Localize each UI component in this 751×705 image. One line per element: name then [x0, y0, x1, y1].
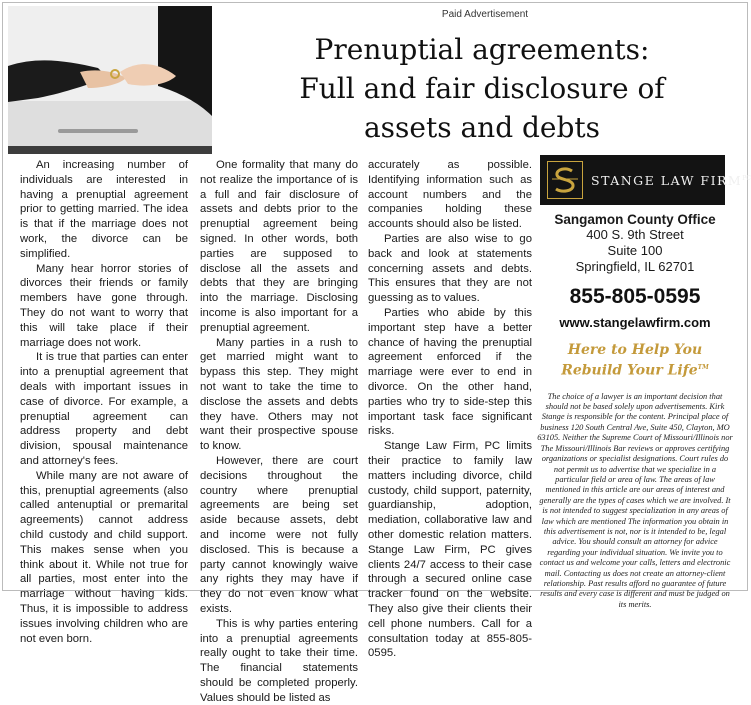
paragraph: accurately as possible. Identifying information such as account numbers and the companies holding these accounts should also be listed.	[368, 159, 532, 231]
paragraph: Parties who abide by this important step have a better chance of having the prenuptial agreement enforced if the marriage were ever to end in divorce. On the other hand, parties who try to side-step this important task face significant risks.	[368, 306, 532, 438]
paragraph: While many are not aware of this, prenuptial agreements (also called antenuptial or premarital agreements) cannot address child custody and child support. This makes sense when you think about it. While not true for all parties, most enter into the marriage without having kids. Thus, it is impossible to address issues involving children who are not even born.	[20, 469, 188, 645]
address-line-3: Springfield, IL 62701	[575, 259, 695, 274]
tagline-line-2-text: Rebuild Your Life	[561, 362, 698, 379]
paragraph: Stange Law Firm, PC limits their practice to family law matters including divorce, child custody, child support, paternity, guardianship, adoption, mediation, collaborative law and other domestic relation matters. Stange Law Firm, PC gives clients 24/7 access to their case through a secured online case tracker found on the website. They also give their clients their cell phone numbers. Call for a consultation today at 855-805-0595.	[368, 440, 532, 660]
article-column-2	[200, 158, 358, 705]
tagline-line-1: Here to Help You	[567, 342, 703, 358]
logo-text	[591, 173, 751, 188]
paragraph: Many hear horror stories of divorces their friends or family members have gone through. They do not want to worry that this will take place if their marriage does not work.	[20, 262, 188, 349]
phone-number: 855-805-0595	[569, 285, 701, 308]
logo-pc-suffix: PC	[742, 174, 751, 182]
logo-monogram-icon	[547, 161, 583, 199]
paragraph: Many parties in a rush to get married might want to bypass this step. They might not want to take the time to disclose the assets and debts they have. Others may not want their prospective spouse to know.	[200, 336, 358, 453]
headline-line-3: assets and debts	[363, 111, 601, 144]
paragraph: However, there are court decisions throughout the country where prenuptial agreements are being set aside because assets, debt and income were not fully disclosed. This is because a party cannot knowingly waive any rights they may have if they do not even know what exists.	[200, 454, 358, 615]
photo-shadow-band	[8, 146, 212, 154]
article-column-1	[20, 158, 188, 646]
wedding-rings-photo	[8, 6, 212, 154]
law-firm-sidebar	[537, 155, 751, 610]
headline-line-2: Full and fair disclosure of	[299, 72, 665, 105]
logo-firm-name: STANGE LAW FIRM	[591, 172, 743, 188]
paragraph: This is why parties entering into a prenuptial agreements really ought to take their time. The financial statements should be completed properly. Values should be listed as	[200, 617, 358, 704]
headline-line-1: Prenuptial agreements:	[314, 33, 650, 66]
paragraph: An increasing number of individuals are interested in having a prenuptial agreement prior to getting married. The idea is that if the marriage does not work, the divorce can be simplified.	[20, 159, 188, 260]
article-column-3	[368, 158, 532, 661]
hands-exchanging-ring-illustration	[8, 6, 212, 154]
paragraph: One formality that many do not realize the importance of is a full and fair disclosure of assets and debts prior to the prenuptial agreement being signed. In other words, both parties are supposed to disclose all the assets and debts that they are bringing into the marriage. Disclosing income is also important for a prenuptial agreement.	[200, 159, 358, 334]
office-address	[537, 227, 733, 275]
paragraph: It is true that parties can enter into a prenuptial agreement that deals with important issues in case of divorce. For example, a prenuptial agreement can address property and debt division, spousal maintenance and attorney's fees.	[20, 351, 188, 467]
paragraph: Parties are also wise to go back and look at statements concerning assets and debts. This ensures that they are not guessing as to values.	[368, 232, 532, 305]
office-title: Sangamon County Office	[554, 212, 716, 227]
trademark-mark: TM	[697, 364, 709, 371]
headline	[222, 30, 742, 147]
address-line-1: 400 S. 9th Street	[586, 227, 684, 242]
website-url: www.stangelawfirm.com	[559, 315, 711, 330]
legal-disclaimer: The choice of a lawyer is an important decision that should not be based solely upon advertisements. Kirk Stange is responsible for the content. Principal place of business 120 South Central Ave, Suite 450, Clayton, MO 63105. Neither the Supreme Court of Missouri/Illinois nor The Missouri/Illinois Bar reviews or approves certifying organizations or specialist designations. Court rules do not permit us to advertise that we specialize in a particular field or area of law. The areas of law mentioned in this article are our areas of interest and generally are the types of cases which we are involved. It is not intended to suggest specialization in any areas of law which are mentioned The information you obtain in this advertisement is not, nor is it intended to be, legal advice. You should consult an attorney for advice regarding your individual situation. We invite you to contact us and welcome your calls, letters and electronic mail. Contacting us does not create an attorney-client relationship. Past results afford no guarantee of future results and every case is different and must be judged on its merits.	[537, 391, 733, 609]
address-line-2: Suite 100	[607, 243, 663, 258]
tagline-line-2	[537, 359, 733, 380]
tagline	[537, 342, 733, 380]
stange-law-firm-logo	[540, 155, 751, 205]
paid-advertisement-label: Paid Advertisement	[441, 9, 529, 20]
